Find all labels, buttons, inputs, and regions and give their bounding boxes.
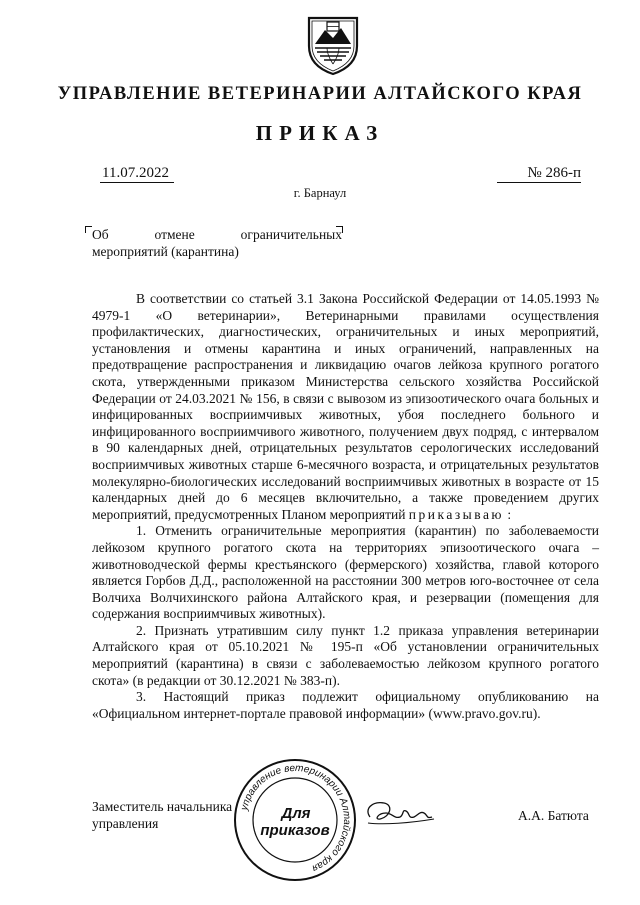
subject-bracket-left [85, 226, 92, 233]
document-date: 11.07.2022 [100, 164, 174, 183]
subject-word: отмене [154, 227, 195, 242]
document-type-title: ПРИКАЗ [255, 121, 385, 145]
subject-word: ограничительных [240, 227, 342, 242]
order-word: приказываю [408, 506, 505, 522]
subject-word: Об [92, 227, 109, 242]
stamp-ring-text: управление ветеринарии Алтайского края [239, 762, 353, 874]
intro-text: В соответствии со статьей 3.1 Закона Российской Федерации от 14.05.1993 № 4979-1 «О ветеринарии», Ветеринарными правилами осуществления профилактических, диагностических, ограничительных и иных мероприятий, установления и отмены карантина и иных ограничений, направленных на предотвращение распространения и ликвидацию очагов лейкоза крупного рогатого скота, утвержденными приказом Министерства сельского хозяйства Российской Федерации от 24.03.2021 № 156, в связи с вывозом из эпизоотического очага больных и инфицированных восприимчивых животных, убоя последнего больного и инфицированного восприимчивого животного, получением двух подряд, с интервалом в 90 календарных дней, отрицательных результатов серологических исследований восприимчивых животных старше 6-месячного возраста, и отрицательных результатов молекулярно-биологических исследований восприимчивых животных в возрасте от 15 календарных дней до 6 месяцев включительно, а также проведением других мероприятий, предусмотренных Планом мероприятий [92, 291, 599, 522]
signatory-role [92, 799, 252, 832]
stamp-center-line-1: Для [281, 805, 311, 822]
intro-paragraph [92, 291, 599, 523]
signatory-role-line-1: Заместитель начальника [92, 799, 233, 814]
order-item-1: 1. Отменить ограничительные мероприятия (карантин) по заболеваемости лейкозом крупного рогатого скота на территориях эпизоотического очага – животноводческой фермы крестьянского (фермерского) хозяйства, главой которого является Горбов Д.Д., расположенной на расстоянии 300 метров юго-восточнее от села Волчиха Волчихинского района Алтайского края, и резервации (помещения для содержания восприимчивых животных). [92, 523, 599, 622]
signatory-role-line-2: управления [92, 815, 159, 831]
organization-title: УПРАВЛЕНИЕ ВЕТЕРИНАРИИ АЛТАЙСКОГО КРАЯ [57, 84, 583, 104]
signatory-name: А.А. Батюта [518, 808, 589, 823]
document-subject [92, 227, 342, 260]
subject-line-2: мероприятий (карантина) [92, 243, 239, 259]
document-number: № 286-п [497, 164, 581, 183]
handwritten-signature [360, 795, 438, 831]
order-item-3: 3. Настоящий приказ подлежит официальному опубликованию на «Официальном интернет-портале правовой информации» (www.pravo.gov.ru). [92, 689, 599, 721]
stamp-center-line-2: приказов [260, 822, 330, 839]
intro-colon: : [507, 506, 512, 522]
order-item-2: 2. Признать утратившим силу пункт 1.2 приказа управления ветеринарии Алтайского края от 05.10.2021 № 195-п «Об установлении ограничительных мероприятий (карантина) в связи с заболеваемостью лейкозом крупного рогатого скота» (в редакции от 30.12.2021 № 383-п). [92, 622, 599, 688]
subject-line-1 [92, 227, 342, 244]
coat-of-arms-icon [303, 14, 363, 76]
document-body [92, 291, 599, 722]
document-city: г. Барнаул [293, 186, 347, 200]
official-stamp [233, 758, 357, 882]
